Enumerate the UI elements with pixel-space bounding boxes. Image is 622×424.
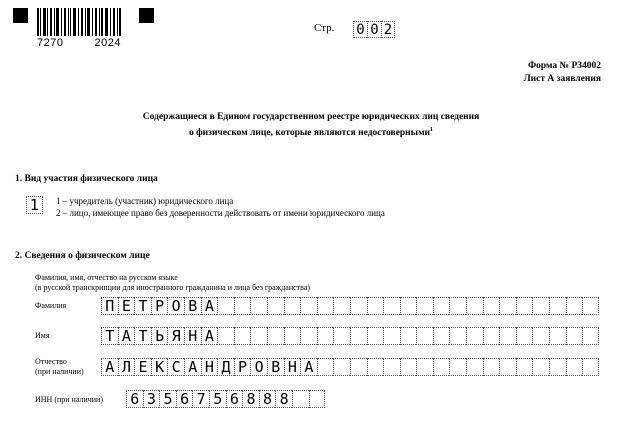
character-cell[interactable]: Т — [101, 327, 118, 345]
fio-caption-2: (в русской транскрипции для иностранного гражданина и лица без гражданства) — [35, 283, 311, 292]
character-cell[interactable] — [350, 358, 367, 376]
character-cell[interactable]: А — [201, 297, 218, 315]
character-cell[interactable] — [566, 358, 583, 376]
character-cell[interactable]: 6 — [176, 390, 193, 408]
character-cell[interactable] — [333, 358, 350, 376]
surname-label: Фамилия — [35, 301, 67, 310]
character-cell[interactable] — [250, 297, 267, 315]
character-cell[interactable]: О — [250, 358, 267, 376]
character-cell[interactable] — [217, 297, 234, 315]
character-cell[interactable] — [350, 327, 367, 345]
page-number-cells — [353, 21, 395, 38]
character-cell[interactable] — [433, 297, 450, 315]
form-identifier — [524, 60, 601, 86]
character-cell[interactable] — [499, 327, 516, 345]
character-cell[interactable]: Ь — [151, 327, 168, 345]
character-cell[interactable] — [582, 327, 599, 345]
character-cell[interactable] — [466, 358, 483, 376]
character-cell[interactable] — [416, 297, 433, 315]
character-cell[interactable] — [483, 358, 500, 376]
page-title — [0, 111, 622, 140]
character-cell[interactable] — [234, 297, 251, 315]
character-cell[interactable] — [400, 297, 417, 315]
character-cell[interactable] — [367, 327, 384, 345]
character-cell[interactable] — [499, 358, 516, 376]
character-cell[interactable] — [532, 358, 549, 376]
section-2-heading: 2. Сведения о физическом лице — [15, 251, 150, 261]
character-cell[interactable]: Т — [134, 327, 151, 345]
fio-caption-1: Фамилия, имя, отчество на русском языке — [35, 273, 178, 282]
barcode-number — [37, 37, 121, 49]
character-cell[interactable] — [433, 358, 450, 376]
option-2-text: 2 – лицо, имеющее право без доверенности действовать от имени юридического лица — [56, 208, 385, 218]
character-cell[interactable]: Н — [201, 358, 218, 376]
character-cell[interactable] — [516, 297, 533, 315]
page-digit: 2 — [381, 21, 395, 38]
character-cell[interactable] — [466, 327, 483, 345]
character-cell[interactable] — [416, 358, 433, 376]
option-1-text: 1 – учредитель (участник) юридического лица — [56, 196, 234, 206]
character-cell[interactable]: А — [101, 358, 118, 376]
character-cell[interactable] — [466, 297, 483, 315]
character-cell[interactable] — [400, 358, 417, 376]
character-cell[interactable] — [317, 297, 334, 315]
character-cell[interactable]: 8 — [259, 390, 276, 408]
character-cell[interactable] — [367, 358, 384, 376]
character-cell[interactable]: Я — [167, 327, 184, 345]
character-cell[interactable] — [532, 327, 549, 345]
character-cell[interactable]: А — [184, 358, 201, 376]
character-cell[interactable] — [300, 327, 317, 345]
character-cell[interactable] — [250, 327, 267, 345]
character-cell[interactable] — [284, 297, 301, 315]
participation-type-cell — [26, 196, 43, 214]
character-cell[interactable] — [267, 297, 284, 315]
character-cell[interactable] — [367, 297, 384, 315]
name-cells — [101, 327, 599, 345]
character-cell[interactable]: А — [201, 327, 218, 345]
character-cell[interactable]: Д — [217, 358, 234, 376]
character-cell[interactable] — [449, 358, 466, 376]
character-cell[interactable] — [582, 358, 599, 376]
name-label: Имя — [35, 331, 50, 340]
character-cell[interactable]: С — [167, 358, 184, 376]
character-cell[interactable] — [532, 297, 549, 315]
character-cell[interactable] — [309, 390, 326, 408]
character-cell[interactable] — [582, 297, 599, 315]
character-cell[interactable]: 8 — [242, 390, 259, 408]
character-cell[interactable]: Е — [118, 297, 135, 315]
character-cell[interactable] — [400, 327, 417, 345]
character-cell[interactable]: Т — [134, 297, 151, 315]
character-cell[interactable] — [234, 327, 251, 345]
registration-marker-right — [139, 8, 154, 23]
page-digit: 0 — [367, 21, 381, 38]
character-cell[interactable] — [333, 297, 350, 315]
character-cell[interactable]: 8 — [275, 390, 292, 408]
character-cell[interactable]: 5 — [159, 390, 176, 408]
character-cell[interactable]: П — [101, 297, 118, 315]
character-cell[interactable] — [549, 358, 566, 376]
character-cell[interactable] — [284, 327, 301, 345]
character-cell[interactable] — [383, 297, 400, 315]
character-cell[interactable]: 7 — [192, 390, 209, 408]
character-cell[interactable]: А — [300, 358, 317, 376]
character-cell[interactable] — [267, 327, 284, 345]
character-cell[interactable]: А — [118, 327, 135, 345]
character-cell[interactable] — [333, 327, 350, 345]
character-cell[interactable] — [317, 327, 334, 345]
character-cell[interactable] — [516, 327, 533, 345]
page-digit: 0 — [353, 21, 367, 38]
character-cell[interactable] — [449, 327, 466, 345]
character-cell[interactable] — [217, 327, 234, 345]
character-cell[interactable]: Е — [134, 358, 151, 376]
barcode-image — [37, 8, 121, 36]
character-cell[interactable] — [549, 327, 566, 345]
character-cell[interactable] — [317, 358, 334, 376]
page-label: Стр. — [314, 22, 335, 34]
section-1-heading: 1. Вид участия физического лица — [15, 174, 158, 184]
form-sheet: Лист А заявления — [523, 74, 601, 84]
character-cell[interactable] — [292, 390, 309, 408]
character-cell[interactable] — [433, 327, 450, 345]
patronymic-note: (при наличии) — [35, 367, 84, 376]
character-cell[interactable]: О — [167, 297, 184, 315]
character-cell[interactable] — [483, 327, 500, 345]
participation-type-value: 1 — [26, 196, 43, 214]
character-cell[interactable] — [483, 297, 500, 315]
character-cell[interactable]: В — [184, 297, 201, 315]
character-cell[interactable] — [516, 358, 533, 376]
character-cell[interactable]: Р — [234, 358, 251, 376]
character-cell[interactable]: 6 — [126, 390, 143, 408]
character-cell[interactable]: Р — [151, 297, 168, 315]
character-cell[interactable] — [350, 297, 367, 315]
character-cell[interactable] — [566, 327, 583, 345]
character-cell[interactable] — [566, 297, 583, 315]
barcode-number-left: 7270 — [37, 37, 64, 49]
footnote-mark: 1 — [430, 127, 434, 133]
character-cell[interactable] — [383, 327, 400, 345]
character-cell[interactable]: Л — [118, 358, 135, 376]
barcode-number-right: 2024 — [94, 37, 121, 49]
character-cell[interactable]: В — [267, 358, 284, 376]
patronymic-cells — [101, 358, 599, 376]
title-line-1: Содержащиеся в Едином государственном реестре юридических лиц сведения — [142, 112, 480, 122]
character-cell[interactable]: Н — [184, 327, 201, 345]
character-cell[interactable]: Н — [284, 358, 301, 376]
form-name: Форма № Р34002 — [527, 61, 601, 71]
character-cell[interactable]: 6 — [226, 390, 243, 408]
registration-marker-left — [13, 8, 28, 23]
character-cell[interactable] — [449, 297, 466, 315]
character-cell[interactable] — [549, 297, 566, 315]
inn-cells — [126, 390, 325, 408]
character-cell[interactable] — [383, 358, 400, 376]
character-cell[interactable] — [416, 327, 433, 345]
surname-cells — [101, 297, 599, 315]
character-cell[interactable] — [300, 297, 317, 315]
inn-label: ИНН (при наличии) — [35, 395, 103, 404]
character-cell[interactable]: 3 — [143, 390, 160, 408]
character-cell[interactable]: К — [151, 358, 168, 376]
patronymic-label: Отчество — [35, 357, 67, 366]
character-cell[interactable] — [499, 297, 516, 315]
title-line-2: о физическом лице, которые являются недостоверными$^1$ — [188, 127, 434, 139]
character-cell[interactable]: 5 — [209, 390, 226, 408]
